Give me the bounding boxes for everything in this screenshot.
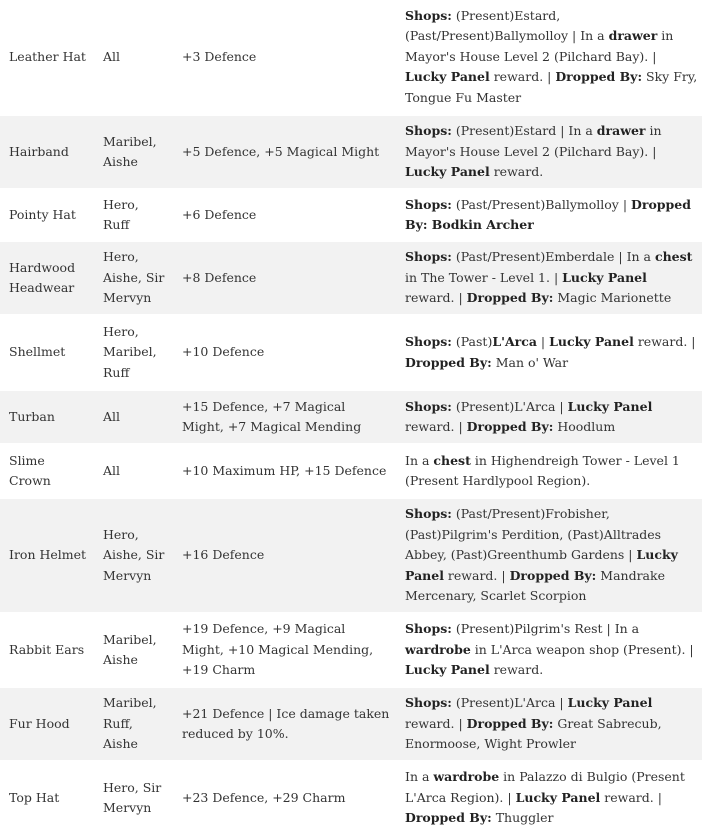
source-keyword: Shops: — [405, 123, 452, 139]
source-text: (Present)L'Arca | — [451, 398, 568, 414]
source-text: in Mayor's House Level 2 (Pilchard Bay). | — [405, 123, 662, 159]
source-keyword: chest — [433, 452, 471, 468]
equippable-by: Hero, Sir Mervyn — [94, 761, 173, 835]
item-name: Turban — [0, 390, 94, 444]
equippable-by: Maribel, Aishe — [94, 613, 173, 687]
source-text: in L'Arca weapon shop (Present). | — [470, 641, 694, 657]
source-keyword: Lucky Panel — [405, 547, 678, 583]
source-text: (Present)Pilgrim's Rest | In a — [451, 621, 640, 637]
source-keyword: Shops: — [405, 334, 452, 349]
item-name: Slime Crown — [0, 444, 94, 498]
source-text: (Past/Present)Ballymolloy | — [451, 196, 632, 212]
item-source — [396, 498, 702, 613]
source-text: In a — [405, 769, 434, 785]
equippable-by: All — [94, 390, 173, 444]
source-keyword: Shops: — [405, 695, 452, 711]
source-keyword: Dropped By: Bodkin Archer — [405, 196, 691, 232]
source-keyword: Lucky Panel — [515, 789, 601, 805]
item-effect: +16 Defence — [173, 498, 396, 613]
item-effect: +5 Defence, +5 Magical Might — [173, 115, 396, 189]
source-keyword: wardrobe — [405, 641, 471, 657]
item-source — [396, 444, 702, 498]
table-row — [0, 390, 702, 444]
source-text: Thuggler — [491, 810, 554, 826]
equippable-by: Maribel, Ruff, Aishe — [94, 687, 173, 761]
source-text: in The Tower - Level 1. | — [405, 269, 563, 285]
source-text: (Past/Present)Frobisher, (Past)Pilgrim's Perdition, (Past)Alltrades Abbey, (Past)Greenthumb Gardens | — [405, 506, 662, 563]
source-text: reward. | — [600, 789, 662, 805]
table-row — [0, 687, 702, 761]
source-keyword: Lucky Panel — [567, 695, 653, 711]
equippable-by: Hero, Maribel, Ruff — [94, 315, 173, 390]
item-source — [396, 189, 702, 241]
item-effect: +3 Defence — [173, 0, 396, 115]
table-row — [0, 115, 702, 189]
source-text: (Present)Estard | In a — [451, 123, 597, 139]
item-source — [396, 115, 702, 189]
equippable-by: All — [94, 0, 173, 115]
source-keyword: Shops: — [405, 506, 452, 522]
source-keyword: Shops: — [405, 621, 452, 637]
source-keyword: Dropped By: — [509, 567, 597, 583]
item-source — [396, 315, 702, 390]
source-text: | — [536, 334, 550, 349]
source-keyword: Dropped By: — [466, 290, 554, 306]
source-text: (Present)Estard, (Past/Present)Ballymolloy | In a — [405, 7, 609, 44]
source-text: (Past/Present)Emberdale | In a — [451, 249, 655, 265]
source-text: reward. | — [633, 334, 696, 349]
equippable-by: Hero, Ruff — [94, 189, 173, 241]
item-source — [396, 241, 702, 315]
item-effect: +15 Defence, +7 Magical Might, +7 Magical Mending — [173, 390, 396, 444]
equippable-by: Hero, Aishe, Sir Mervyn — [94, 498, 173, 613]
source-text: reward. | — [489, 69, 556, 85]
source-text: In a — [405, 452, 434, 468]
item-effect: +10 Defence — [173, 315, 396, 390]
source-text: Mandrake Mercenary, Scarlet Scorpion — [405, 567, 665, 604]
equippable-by: All — [94, 444, 173, 498]
source-text: Sky Fry, Tongue Fu Master — [405, 69, 698, 105]
source-keyword: Shops: — [405, 398, 452, 414]
item-name: Fur Hood — [0, 687, 94, 761]
source-keyword: L'Arca — [492, 334, 537, 349]
table-row — [0, 498, 702, 613]
source-keyword: Lucky Panel — [562, 269, 647, 285]
item-source — [396, 0, 702, 115]
source-keyword: Shops: — [405, 196, 452, 212]
item-effect: +23 Defence, +29 Charm — [173, 761, 396, 835]
source-keyword: drawer — [596, 123, 646, 139]
source-keyword: Lucky Panel — [405, 69, 490, 85]
table-row — [0, 241, 702, 315]
item-effect: +10 Maximum HP, +15 Defence — [173, 444, 396, 498]
source-text: reward. | — [443, 567, 510, 583]
source-keyword: wardrobe — [433, 769, 500, 785]
item-source — [396, 761, 702, 835]
source-text: reward. | — [405, 290, 467, 306]
item-name: Hardwood Headwear — [0, 241, 94, 315]
source-keyword: Dropped By: — [466, 715, 554, 731]
source-keyword: Dropped By: — [405, 354, 492, 370]
source-keyword: Dropped By: — [405, 810, 492, 826]
source-text: Hoodlum — [553, 419, 616, 434]
item-source — [396, 687, 702, 761]
table-row — [0, 613, 702, 687]
source-keyword: Lucky Panel — [549, 334, 634, 349]
source-keyword: Lucky Panel — [567, 398, 653, 414]
source-text: in Highendreigh Tower - Level 1 (Present Hardlypool Region). — [405, 452, 680, 488]
item-name: Iron Helmet — [0, 498, 94, 613]
source-text: Great Sabrecub, Enormoose, Wight Prowler — [405, 715, 662, 752]
equippable-by: Maribel, Aishe — [94, 115, 173, 189]
item-effect: +6 Defence — [173, 189, 396, 241]
item-name: Pointy Hat — [0, 189, 94, 241]
item-name: Top Hat — [0, 761, 94, 835]
equippable-by: Hero, Aishe, Sir Mervyn — [94, 241, 173, 315]
source-text: in Mayor's House Level 2 (Pilchard Bay). | — [405, 28, 674, 64]
source-keyword: Lucky Panel — [405, 164, 490, 180]
item-effect: +21 Defence | Ice damage taken reduced by 10%. — [173, 687, 396, 761]
item-source — [396, 613, 702, 687]
source-keyword: Dropped By: — [555, 69, 643, 85]
source-text: reward. — [489, 662, 544, 678]
source-text: reward. — [489, 164, 544, 180]
item-name: Rabbit Ears — [0, 613, 94, 687]
source-keyword: Shops: — [405, 249, 452, 265]
item-effect: +19 Defence, +9 Magical Might, +10 Magical Mending, +19 Charm — [173, 613, 396, 687]
source-text: reward. | — [405, 715, 467, 731]
item-name: Leather Hat — [0, 0, 94, 115]
source-text: Man o' War — [491, 354, 569, 370]
source-text: (Past) — [451, 334, 493, 349]
source-keyword: Shops: — [405, 7, 452, 23]
table-row — [0, 189, 702, 241]
item-effect: +8 Defence — [173, 241, 396, 315]
table-row — [0, 315, 702, 390]
table-row — [0, 444, 702, 498]
table-row — [0, 761, 702, 835]
item-name: Hairband — [0, 115, 94, 189]
table-row — [0, 0, 702, 115]
source-text: Magic Marionette — [553, 290, 672, 306]
source-keyword: drawer — [608, 28, 658, 44]
source-keyword: Dropped By: — [466, 419, 554, 434]
source-text: reward. | — [405, 419, 467, 434]
source-text: (Present)L'Arca | — [451, 695, 568, 711]
source-keyword: chest — [654, 249, 693, 265]
source-keyword: Lucky Panel — [405, 662, 490, 678]
source-text: in Palazzo di Bulgio (Present L'Arca Region). | — [405, 769, 685, 805]
item-name: Shellmet — [0, 315, 94, 390]
item-source — [396, 390, 702, 444]
